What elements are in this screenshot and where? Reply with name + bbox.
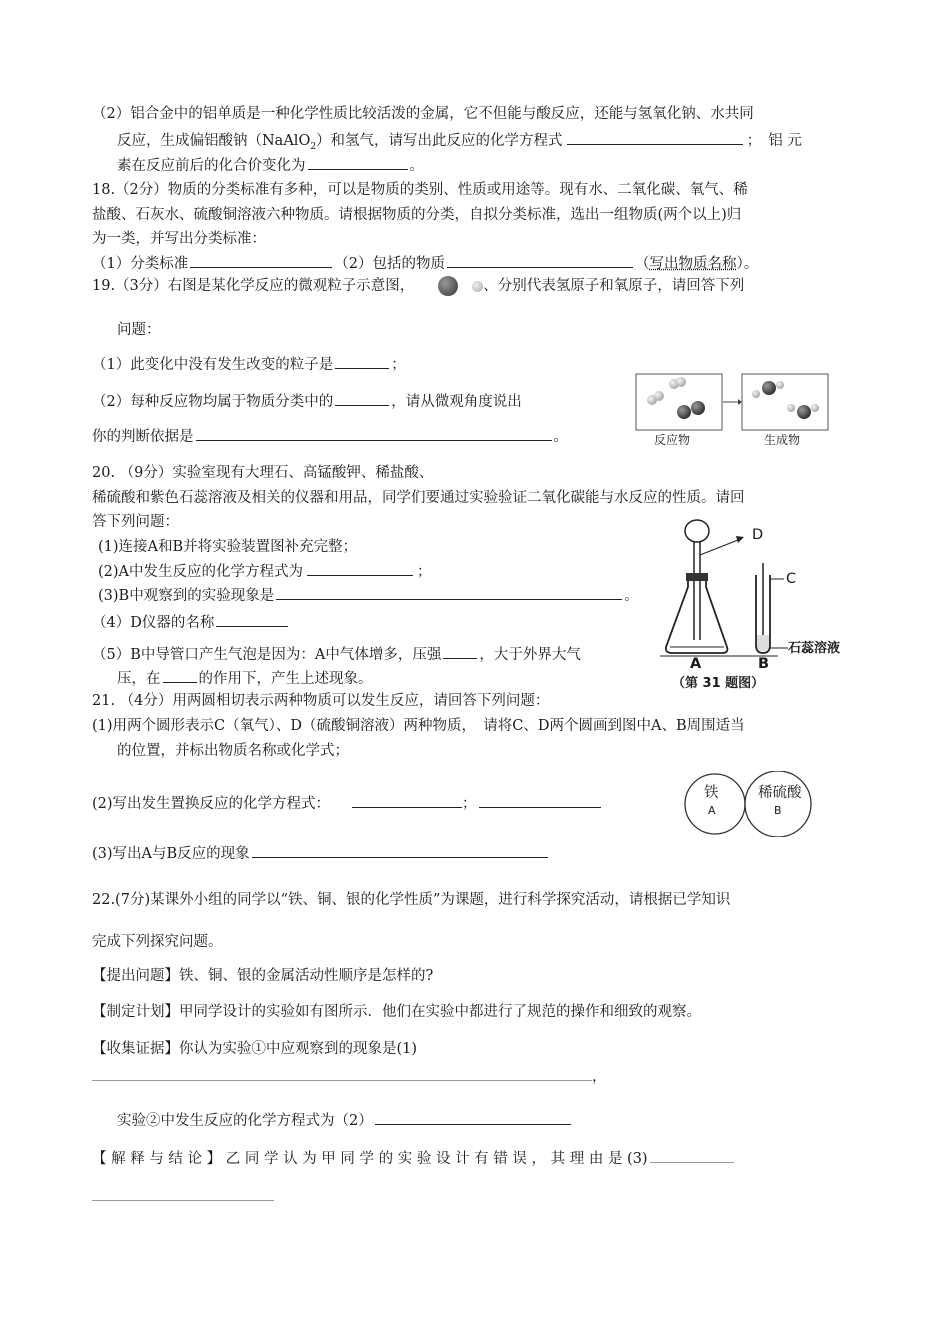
q19-text: （1）此变化中没有发生改变的粒子是: [92, 357, 334, 373]
answer-blank[interactable]: [650, 1148, 734, 1163]
q20-text: （4）D仪器的名称: [92, 615, 215, 631]
tangent-circles-diagram: [680, 771, 860, 837]
q17-part2-line2: [117, 130, 802, 157]
q17-text: ； 铝 元: [746, 133, 802, 149]
circle-a-label: A: [708, 804, 716, 817]
answer-blank[interactable]: [216, 612, 288, 627]
reaction-diagram: [634, 372, 834, 448]
answer-blank[interactable]: [479, 793, 601, 808]
answer-blank[interactable]: [335, 391, 389, 406]
product-label: 生成物: [764, 433, 801, 447]
circle-b-label: B: [774, 804, 782, 817]
q20-text: (2)A中发生反应的化学方程式为: [98, 564, 304, 580]
q22-line3: 【提出问题】铁、铜、银的金属活动性顺序是怎样的?: [92, 968, 434, 984]
answer-blank[interactable]: [567, 130, 743, 145]
q20-line1: 20. （9分）实验室现有大理石、高锰酸钾、稀盐酸、: [92, 465, 434, 481]
q20-text: （5）B中导管口产生气泡是因为：A中气体增多，压强: [92, 647, 442, 663]
q22-text: 【 解 释 与 结 论 】 乙 同 学 认 为 甲 同 学 的 实 验 设 计 有 错 误 ， 其 理 由 是 (3): [92, 1151, 648, 1167]
q22-text: 实验②中发生反应的化学方程式为（2）: [117, 1113, 373, 1129]
q22-line6: [92, 1066, 607, 1087]
q17-text: 素在反应前后的化合价变化为: [117, 158, 306, 174]
q21-text: (3)写出A与B反应的现象: [92, 846, 250, 862]
q18-text: （2）包括的物质: [334, 256, 445, 272]
answer-blank[interactable]: [196, 426, 552, 441]
apparatus-diagram: [660, 515, 860, 695]
q21-text: ；: [462, 796, 477, 812]
q20-line7: [92, 612, 290, 633]
q20-line3: 答下列问题：: [92, 514, 179, 530]
q19-text: ；: [391, 357, 406, 373]
answer-blank[interactable]: [276, 585, 622, 600]
oxygen-atom-icon: [472, 281, 483, 292]
q22-line4: 【制定计划】甲同学设计的实验如有图所示．他们在实验中都进行了规范的操作和细致的观察。: [92, 1004, 701, 1020]
q17-text: ）和氢气，请写出此反应的化学方程式: [316, 133, 563, 149]
q22-line9: [92, 1186, 274, 1207]
q20-text: ，大于外界大气: [479, 647, 581, 663]
q20-text: 的作用下，产生上述现象。: [198, 671, 373, 687]
label-A: A: [690, 656, 702, 672]
answer-blank[interactable]: [252, 843, 548, 858]
q20-text: 。: [624, 588, 639, 604]
q22-line7: [117, 1110, 573, 1131]
q20-line8: [92, 644, 581, 665]
q17-part2-line3: [117, 155, 424, 176]
q19-text: 分别代表氢原子和氧原子，请回答下列: [497, 278, 745, 294]
q22-line2: 完成下列探究问题。: [92, 934, 223, 950]
q22-line5: 【收集证据】你认为实验①中应观察到的现象是(1): [92, 1041, 418, 1057]
q19-text: ，请从微观角度说出: [391, 394, 522, 410]
q18-text: （1）分类标准: [92, 256, 189, 272]
q20-line2: 稀硫酸和紫色石蕊溶液及相关的仪器和用品，同学们要通过实验验证二氧化碳能与水反应的性质。请回: [92, 490, 745, 506]
answer-blank[interactable]: [92, 1186, 274, 1201]
answer-blank[interactable]: [447, 253, 633, 268]
circle-b-name: 稀硫酸: [758, 785, 802, 801]
q21-line4: [92, 793, 603, 814]
litmus-label: 石蕊溶液: [788, 641, 841, 656]
answer-blank[interactable]: [92, 1066, 592, 1081]
reactant-label: 反应物: [654, 433, 691, 447]
q19-text: 你的判断依据是: [92, 429, 194, 445]
q20-line6: [98, 585, 639, 606]
q20-text: ；: [417, 564, 432, 580]
q22-text: ，: [592, 1069, 607, 1085]
q21-line3: 的位置，并标出物质名称或化学式；: [117, 743, 349, 759]
hydrogen-atom-icon: [438, 276, 458, 296]
q19-line1: [92, 276, 744, 296]
q20-text: (3)B中观察到的实验现象是: [98, 588, 275, 604]
q20-line5: [98, 561, 432, 582]
q17-part2-line1: （2）铝合金中的铝单质是一种化学性质比较活泼的金属，它不但能与酸反应，还能与氢氧化钠、水共同: [92, 106, 754, 122]
q22-line1: 22.(7分)某课外小组的同学以“铁、铜、银的化学性质”为课题，进行科学探究活动，请根据已学知识: [92, 892, 731, 908]
q18-line1: 18.（2分）物质的分类标准有多种，可以是物质的类别、性质或用途等。现有水、二氧化碳、氧气、稀: [92, 182, 748, 198]
q20-line9: [117, 668, 373, 689]
q19-text: 19.（3分）右图是某化学反应的微观粒子示意图，: [92, 278, 415, 294]
q20-text: 压，在: [117, 671, 161, 687]
q20-line4: (1)连接A和B并将实验装置图补充完整；: [98, 539, 358, 555]
q18-line4: [92, 253, 758, 274]
answer-blank[interactable]: [443, 644, 477, 659]
q18-text: （: [634, 256, 650, 272]
figure-caption: （第 31 题图）: [672, 676, 765, 691]
label-D: D: [752, 527, 764, 543]
q18-line2: 盐酸、石灰水、硫酸铜溶液六种物质。请根据物质的分类，自拟分类标准，选出一组物质(两个以上)归: [92, 207, 742, 223]
q18-line3: 为一类，并写出分类标准：: [92, 231, 266, 247]
q21-text: (2)写出发生置换反应的化学方程式：: [92, 796, 331, 812]
q17-text: 反应，生成偏铝酸钠（NaAlO: [117, 133, 311, 149]
q18-text: ）。: [736, 256, 759, 272]
q21-line1: 21. （4分）用两圆相切表示两种物质可以发生反应，请回答下列问题：: [92, 693, 550, 709]
q17-subscript: 2: [310, 141, 317, 152]
q19-line4: [92, 391, 522, 412]
answer-blank[interactable]: [308, 155, 408, 170]
q19-text: 。: [553, 429, 568, 445]
answer-blank[interactable]: [190, 253, 332, 268]
q19-text: （2）每种反应物均属于物质分类中的: [92, 394, 334, 410]
q22-line8: [92, 1148, 734, 1169]
q21-line2: (1)用两个圆形表示C（氧气）、D（硫酸铜溶液）两种物质， 请将C、D两个圆画到图中A、B周围适当: [92, 718, 745, 734]
q18-text: 写出物质名称: [649, 256, 737, 272]
circle-a-name: 铁: [704, 785, 719, 801]
answer-blank[interactable]: [163, 668, 197, 683]
answer-blank[interactable]: [307, 561, 413, 576]
answer-blank[interactable]: [335, 354, 389, 369]
label-B: B: [758, 656, 770, 672]
label-C: C: [786, 571, 797, 587]
q19-line5: [92, 426, 568, 447]
q21-line5: [92, 843, 550, 864]
q19-text: 、: [483, 278, 498, 294]
q19-line2: 问题：: [117, 322, 161, 338]
q17-text: 。: [409, 158, 424, 174]
answer-blank[interactable]: [375, 1110, 571, 1125]
answer-blank[interactable]: [352, 793, 462, 808]
q19-line3: [92, 354, 406, 375]
